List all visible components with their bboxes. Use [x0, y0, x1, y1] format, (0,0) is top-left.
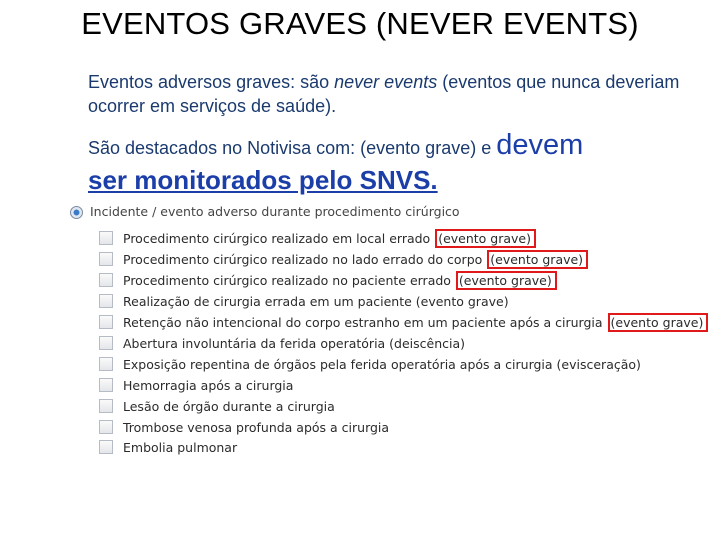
item-text: Procedimento cirúrgico realizado em local errado	[123, 231, 431, 246]
checkbox-label: Exposição repentina de órgãos pela ferida operatória após a cirurgia (evisceração)	[123, 357, 641, 372]
checkbox[interactable]	[99, 315, 113, 329]
item-text: Retenção não intencional do corpo estranho em um paciente após a cirurgia	[123, 315, 603, 330]
checkbox[interactable]	[99, 231, 113, 245]
checkbox[interactable]	[99, 378, 113, 392]
checkbox[interactable]	[99, 252, 113, 266]
checkbox-label	[123, 314, 708, 331]
checkbox-label: Embolia pulmonar	[123, 440, 238, 455]
evento-grave-highlight: (evento grave)	[487, 250, 588, 269]
radio-label: Incidente / evento adverso durante procedimento cirúrgico	[90, 204, 460, 219]
checkbox-label	[123, 272, 557, 289]
checkbox-label: Realização de cirurgia errada em um paciente (evento grave)	[123, 294, 509, 309]
checkbox[interactable]	[99, 294, 113, 308]
paragraph-notivisa	[88, 130, 688, 198]
evento-grave-highlight: (evento grave)	[435, 229, 536, 248]
checkbox-label: Abertura involuntária da ferida operatória (deiscência)	[123, 336, 466, 351]
item-text: Procedimento cirúrgico realizado no paciente errado	[123, 273, 451, 288]
checkbox[interactable]	[99, 399, 113, 413]
checkbox[interactable]	[99, 357, 113, 371]
p1-prefix: Eventos adversos graves: são	[88, 72, 335, 92]
p1-emphasis: never events	[334, 72, 438, 92]
paragraph-never-events	[88, 70, 688, 118]
p2-big-text: devem	[496, 129, 584, 161]
checkbox[interactable]	[99, 440, 113, 454]
slide-title: EVENTOS GRAVES (NEVER EVENTS)	[81, 6, 639, 41]
checkbox-label	[123, 230, 536, 247]
checkbox-label: Lesão de órgão durante a cirurgia	[123, 399, 335, 414]
p2-prefix: São destacados no Notivisa com: (evento grave) e	[88, 138, 497, 158]
checkbox-label	[123, 251, 588, 268]
evento-grave-highlight: (evento grave)	[608, 313, 709, 332]
checkbox[interactable]	[99, 336, 113, 350]
p1-suffix: (eventos que nunca deveriam ocorrer em serviços de saúde).	[88, 72, 680, 116]
checkbox[interactable]	[99, 273, 113, 287]
radio-selected-icon[interactable]	[70, 206, 83, 219]
checkbox-label: Hemorragia após a cirurgia	[123, 378, 294, 393]
p2-underlined-text: ser monitorados pelo SNVS.	[88, 165, 438, 195]
checkbox-label: Trombose venosa profunda após a cirurgia	[123, 420, 390, 435]
item-text: Procedimento cirúrgico realizado no lado errado do corpo	[123, 252, 483, 267]
checkbox[interactable]	[99, 420, 113, 434]
evento-grave-highlight: (evento grave)	[456, 271, 557, 290]
notivisa-form-screenshot	[66, 200, 704, 455]
